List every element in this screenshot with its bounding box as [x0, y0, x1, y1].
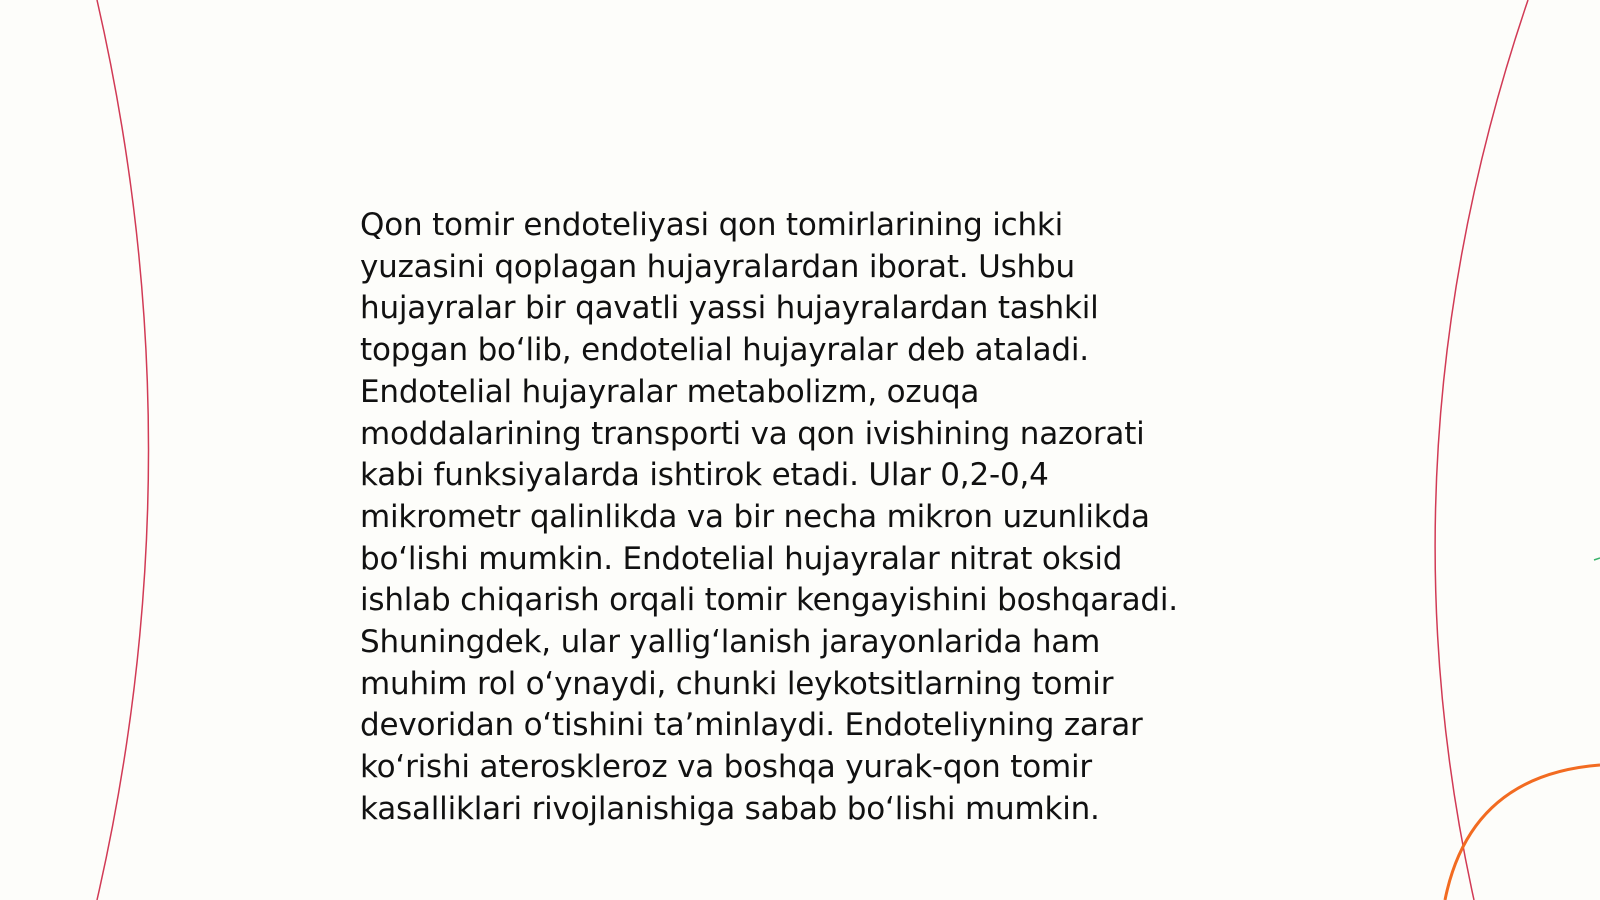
body-line: kasalliklari rivojlanishiga sabab boʻlishi mumkin. [360, 790, 1100, 827]
left-curved-line [97, 0, 149, 900]
body-line: muhim rol oʻynaydi, chunki leykotsitlarning tomir [360, 665, 1114, 702]
body-line: boʻlishi mumkin. Endotelial hujayralar nitrat oksid [360, 540, 1123, 577]
body-paragraph [360, 205, 1240, 831]
body-line: yuzasini qoplagan hujayralardan iborat. Ushbu [360, 248, 1075, 285]
body-line: moddalarining transporti va qon ivishining nazorati [360, 415, 1145, 452]
body-line: Endotelial hujayralar metabolizm, ozuqa [360, 373, 980, 410]
green-accent-mark [1594, 558, 1600, 560]
body-line: devoridan oʻtishini taʼminlaydi. Endoteliyning zarar [360, 707, 1143, 744]
body-line: hujayralar bir qavatli yassi hujayralardan tashkil [360, 290, 1099, 327]
body-line: koʻrishi ateroskleroz va boshqa yurak-qon tomir [360, 749, 1092, 786]
body-line: Qon tomir endoteliyasi qon tomirlarining ichki [360, 207, 1064, 243]
body-line: kabi funksiyalarda ishtirok etadi. Ular 0,2-0,4 [360, 457, 1049, 494]
right-curved-line [1435, 0, 1528, 900]
body-line: ishlab chiqarish orqali tomir kengayishini boshqaradi. [360, 582, 1178, 619]
body-line: topgan boʻlib, endotelial hujayralar deb ataladi. [360, 332, 1089, 369]
body-line: mikrometr qalinlikda va bir necha mikron uzunlikda [360, 498, 1150, 535]
orange-arc [1445, 765, 1600, 900]
body-line: Shuningdek, ular yalligʻlanish jarayonlarida ham [360, 624, 1101, 661]
